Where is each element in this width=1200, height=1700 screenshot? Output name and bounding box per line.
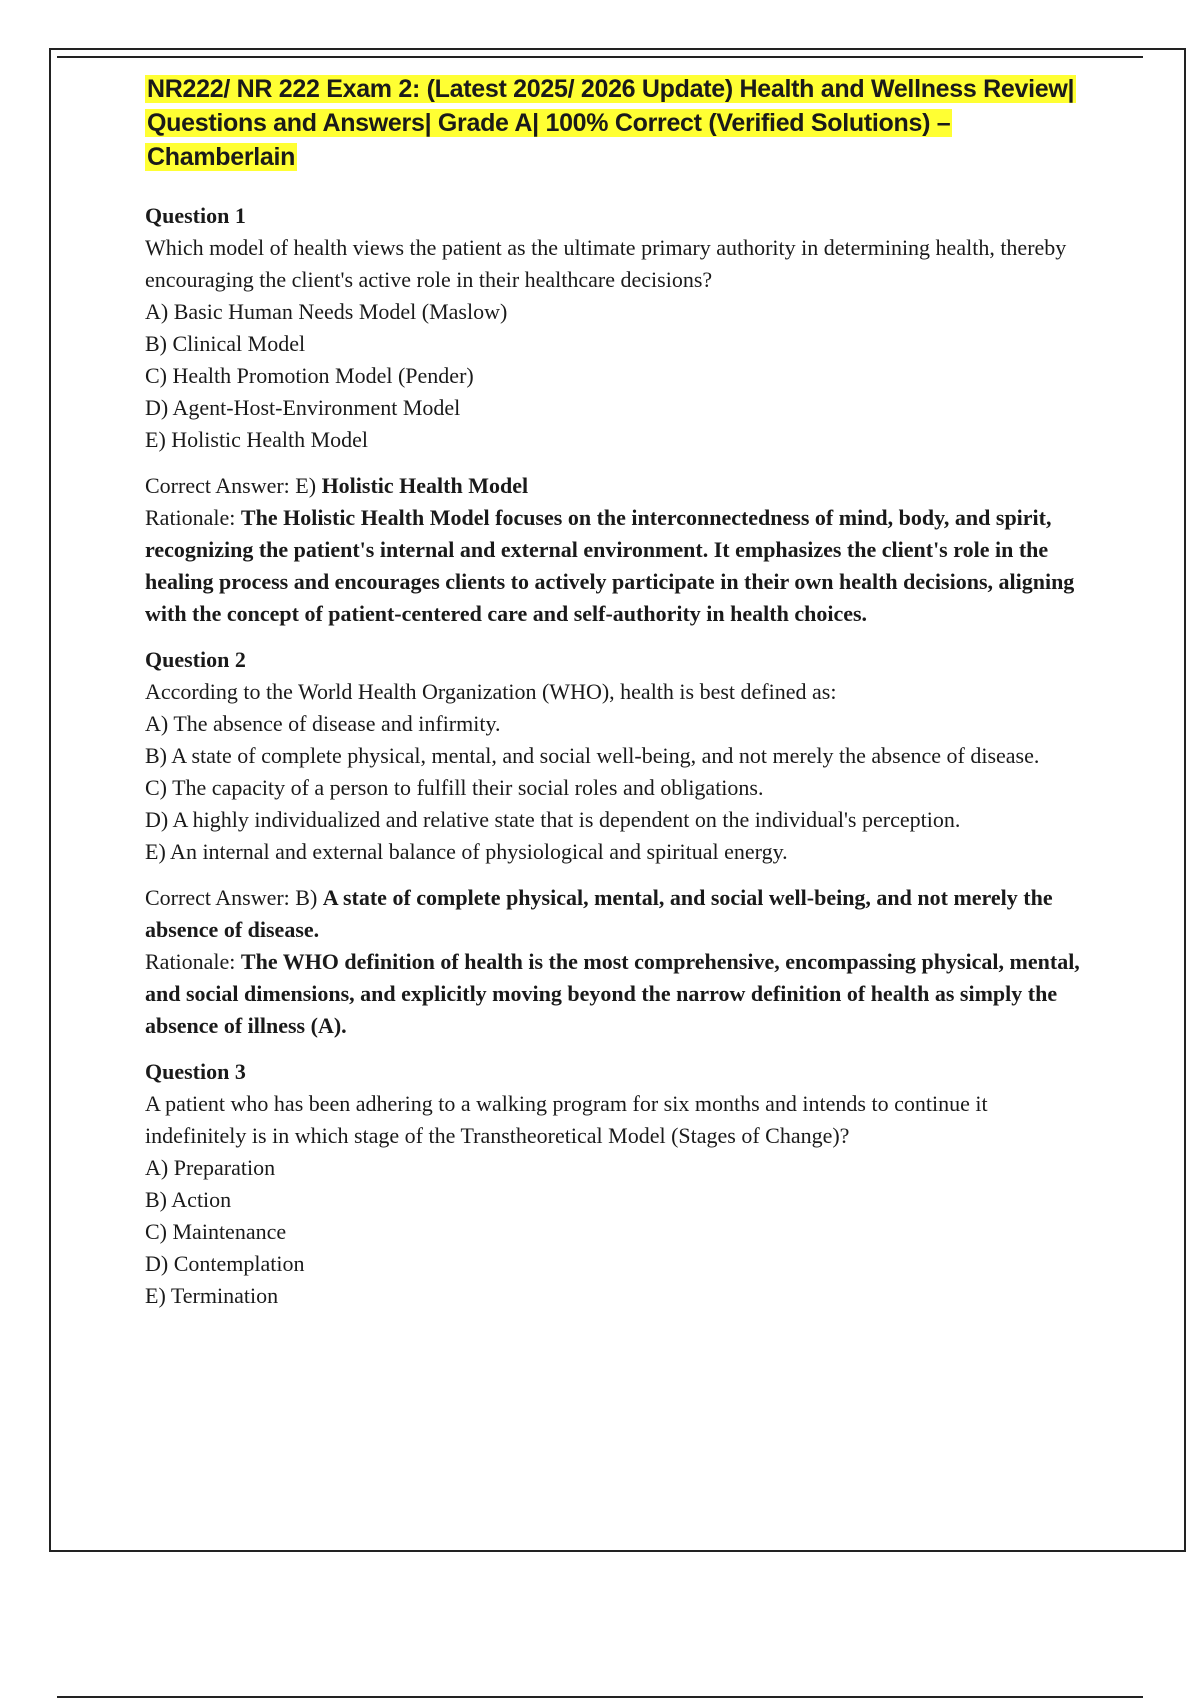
answer-label: Correct Answer: E): [145, 473, 322, 498]
question-heading: Question 2: [145, 647, 246, 672]
option-d: D) Agent-Host-Environment Model: [145, 395, 461, 420]
answer-text: Holistic Health Model: [321, 473, 529, 498]
option-b: B) Clinical Model: [145, 331, 306, 356]
option-list: [145, 1152, 1085, 1312]
rationale-text: The Holistic Health Model focuses on the interconnectedness of mind, body, and spirit, recognizing the patient's internal and external environment. It emphasizes the client's role in the healing process and encourages clients to actively participate in their own health decisions, aligning with the concept of patient-centered care and self-authority in health choices.: [145, 505, 1075, 626]
option-c: C) Maintenance: [145, 1219, 287, 1244]
option-c: C) Health Promotion Model (Pender): [145, 363, 474, 388]
option-b: B) A state of complete physical, mental, and social well-being, and not merely the absence of disease.: [145, 743, 1040, 768]
option-e: E) Termination: [145, 1283, 279, 1308]
option-c: C) The capacity of a person to fulfill their social roles and obligations.: [145, 775, 764, 800]
answer-text: A state of complete physical, mental, and social well-being, and not merely the absence of disease.: [145, 885, 1053, 942]
rationale-text: The WHO definition of health is the most comprehensive, encompassing physical, mental, and social dimensions, and explicitly moving beyond the narrow definition of health as simply the absence of illness (A).: [145, 949, 1080, 1038]
option-d: D) Contemplation: [145, 1251, 305, 1276]
correct-answer: [145, 470, 1085, 502]
question-1: [145, 200, 1085, 630]
correct-answer: [145, 882, 1085, 946]
rationale-label: Rationale:: [145, 949, 241, 974]
document-content: [145, 72, 1085, 1326]
question-text: According to the World Health Organization (WHO), health is best defined as:: [145, 679, 837, 704]
answer-label: Correct Answer: B): [145, 885, 323, 910]
question-text: Which model of health views the patient as the ultimate primary authority in determining health, thereby encouraging the client's active role in their healthcare decisions?: [145, 235, 1067, 292]
option-e: E) Holistic Health Model: [145, 427, 369, 452]
top-rule: [57, 56, 1143, 58]
question-heading: Question 3: [145, 1059, 246, 1084]
option-list: [145, 296, 1085, 456]
rationale: [145, 946, 1085, 1042]
question-text: A patient who has been adhering to a walking program for six months and intends to continue it indefinitely is in which stage of the Transtheoretical Model (Stages of Change)?: [145, 1091, 988, 1148]
option-a: A) Basic Human Needs Model (Maslow): [145, 299, 508, 324]
question-2: [145, 644, 1085, 1042]
question-heading: Question 1: [145, 203, 246, 228]
rationale: [145, 502, 1085, 630]
option-e: E) An internal and external balance of physiological and spiritual energy.: [145, 839, 788, 864]
rationale-label: Rationale:: [145, 505, 241, 530]
option-b: B) Action: [145, 1187, 232, 1212]
bottom-rule: [57, 1696, 1143, 1698]
option-a: A) The absence of disease and infirmity.: [145, 711, 501, 736]
option-a: A) Preparation: [145, 1155, 276, 1180]
document-title: NR222/ NR 222 Exam 2: (Latest 2025/ 2026 Update) Health and Wellness Review| Questions and Answers| Grade A| 100% Correct (Verified Solutions) – Chamberlain: [147, 75, 1075, 171]
option-d: D) A highly individualized and relative state that is dependent on the individual's perception.: [145, 807, 961, 832]
question-3: [145, 1056, 1085, 1312]
option-list: [145, 708, 1085, 868]
